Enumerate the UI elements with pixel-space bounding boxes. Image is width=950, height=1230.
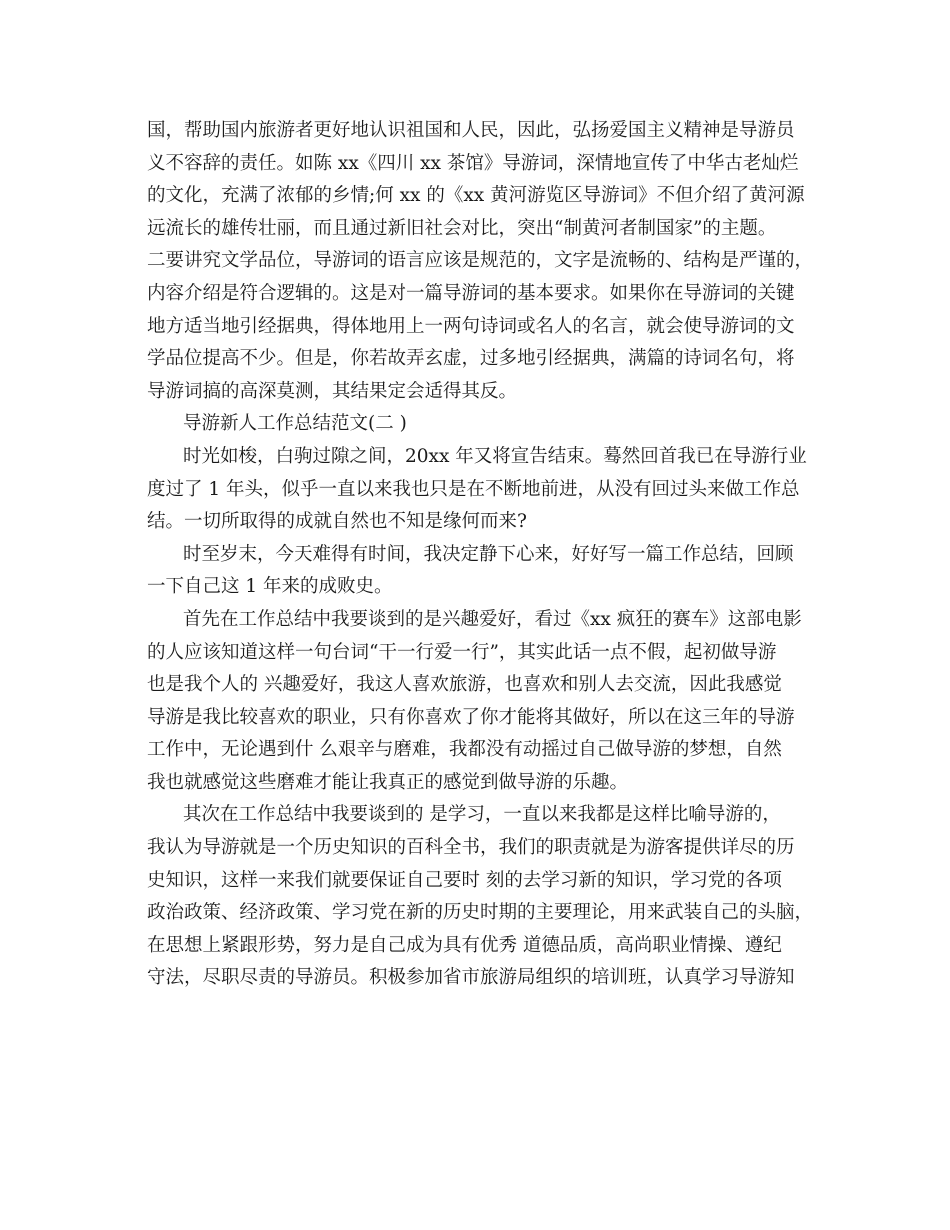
text-line: 史知识，这样一来我们就要保证自己要时 刻的去学习新的知识，学习党的各项 (147, 869, 782, 891)
text-line: 内容介绍是符合逻辑的。这是对一篇导游词的基本要求。如果你在导游词的关键 (147, 282, 795, 304)
text-line: 的人应该知道这样一句台词“干一行爱一行”，其实此话一点不假，起初做导游 (147, 641, 777, 663)
text-line: 国，帮助国内旅游者更好地认识祖国和人民，因此，弘扬爱国主义精神是导游员 (147, 120, 795, 141)
text-line: 在思想上紧跟形势，努力是自己成为具有优秀 道德品质，高尚职业情操、遵纪 (147, 934, 782, 956)
text-line: 导游新人工作总结范文(二 ) (183, 413, 407, 435)
text-line: 远流长的雄传壮丽，而且通过新旧社会对比，突出“制黄河者制国家”的主题。 (147, 217, 777, 239)
text-line: 的文化，充满了浓郁的乡情;何 xx 的《xx 黄河游览区导游词》不但介绍了黄河源 (147, 185, 805, 207)
text-line: 结。一切所取得的成就自然也不知是缘何而来? (147, 511, 527, 533)
text-line: 政治政策、经济政策、学习党在新的历史时期的主要理论，用来武装自己的头脑， (147, 902, 814, 924)
document-body (147, 115, 817, 995)
text-line: 义不容辞的责任。如陈 xx《四川 xx 茶馆》导游词，深情地宣传了中华古老灿烂 (147, 152, 799, 174)
text-line: 导游词搞的高深莫测，其结果定会适得其反。 (147, 380, 518, 402)
text-line: 一下自己这 1 年来的成败史。 (147, 576, 393, 598)
text-line: 度过了 1 年头，似乎一直以来我也只是在不断地前进，从没有回过头来做工作总 (147, 478, 800, 500)
text-line: 首先在工作总结中我要谈到的是兴趣爱好，看过《xx 疯狂的赛车》这部电影 (183, 608, 802, 630)
text-line: 我认为导游就是一个历史知识的百科全书，我们的职责就是为游客提供详尽的历 (147, 837, 795, 859)
text-line: 学品位提高不少。但是，你若故弄玄虚，过多地引经据典，满篇的诗词名句，将 (147, 348, 795, 370)
text-line: 我也就感觉这些磨难才能让我真正的感觉到做导游的乐趣。 (147, 771, 629, 793)
text-line: 其次在工作总结中我要谈到的 是学习，一直以来我都是这样比喻导游的， (183, 804, 781, 826)
text-line: 导游是我比较喜欢的职业，只有你喜欢了你才能将其做好，所以在这三年的导游 (147, 706, 795, 728)
text-line: 守法，尽职尽责的导游员。积极参加省市旅游局组织的培训班，认真学习导游知 (147, 967, 795, 989)
text-line: 地方适当地引经据典，得体地用上一两句诗词或名人的名言，就会使导游词的文 (147, 315, 795, 337)
text-line: 时光如梭，白驹过隙之间，20xx 年又将宣告结束。蓦然回首我已在导游行业 (183, 445, 807, 467)
text-line: 时至岁末，今天难得有时间，我决定静下心来，好好写一篇工作总结，回顾 (183, 543, 794, 565)
text-line: 二要讲究文学品位，导游词的语言应该是规范的，文字是流畅的、结构是严谨的， (147, 250, 814, 272)
text-line: 工作中，无论遇到什 么艰辛与磨难，我都没有动摇过自己做导游的梦想，自然 (147, 739, 782, 761)
text-line: 也是我个人的 兴趣爱好，我这人喜欢旅游，也喜欢和别人去交流，因此我感觉 (147, 674, 782, 696)
